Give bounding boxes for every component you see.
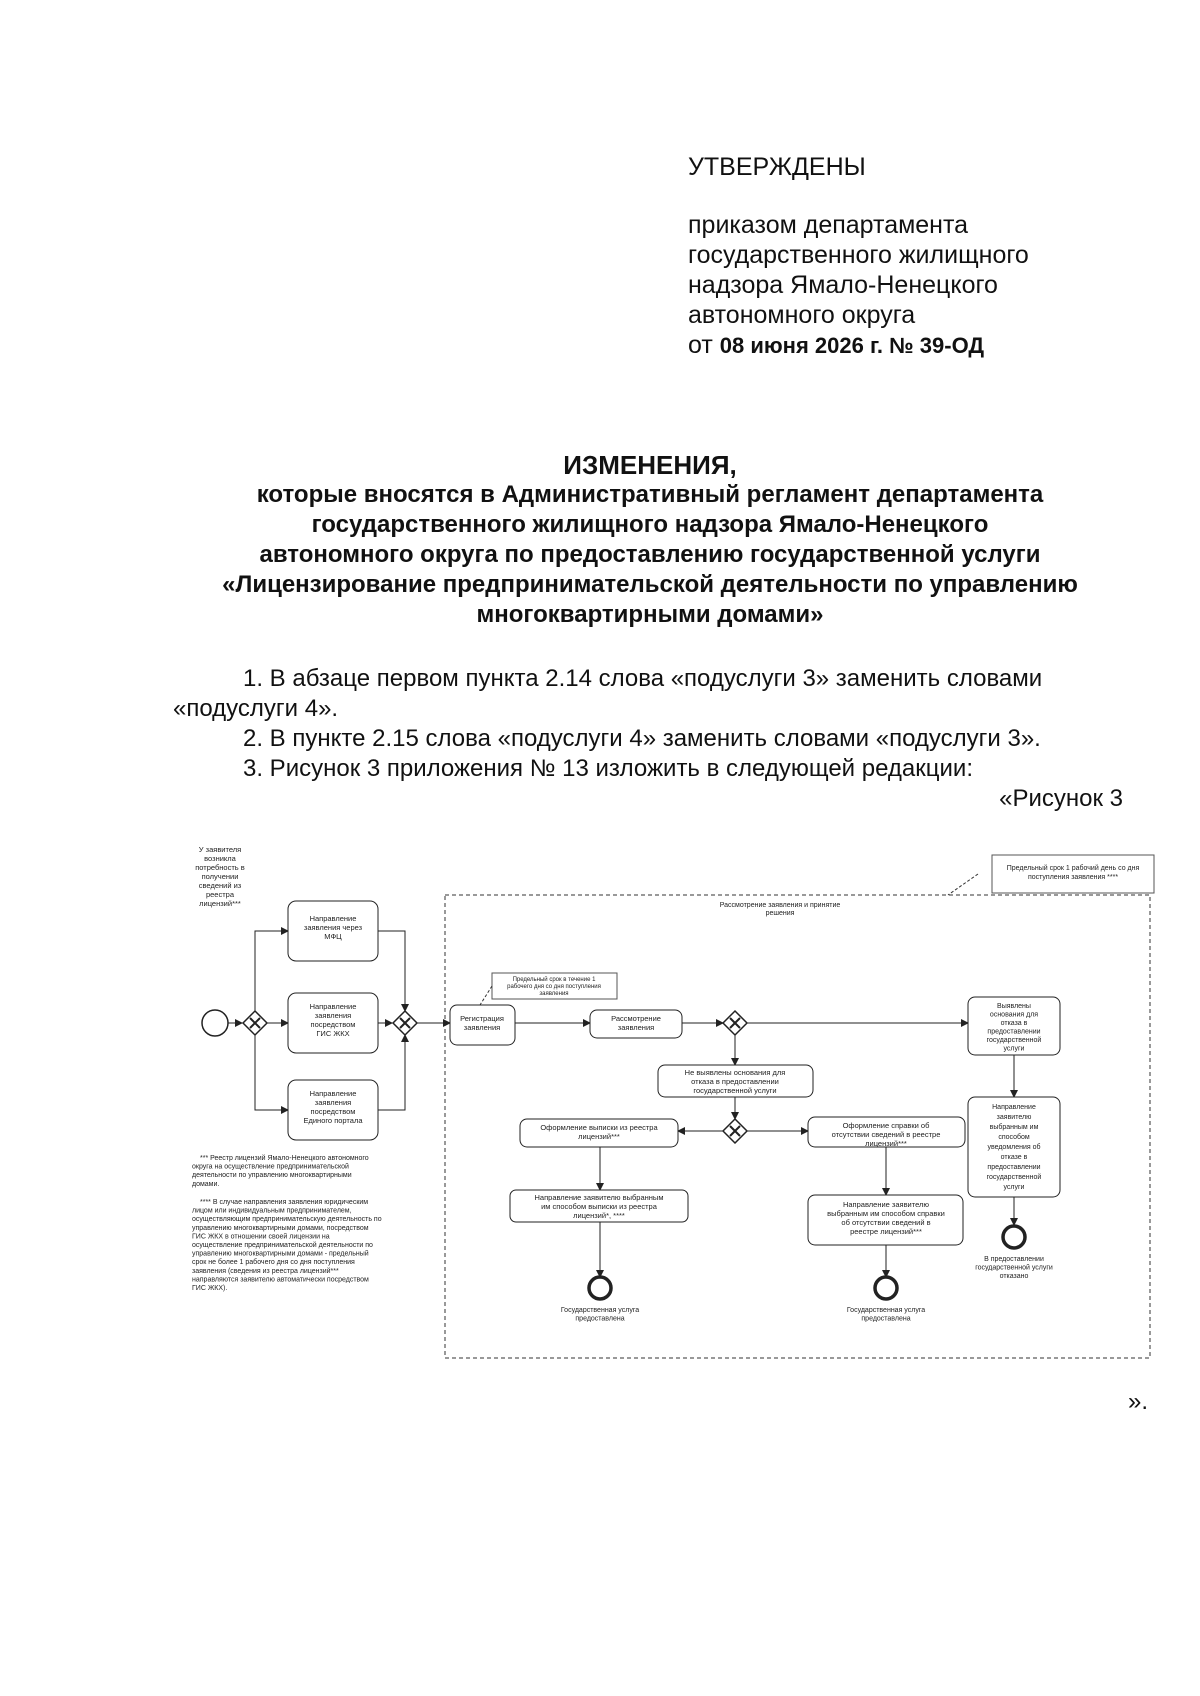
approval-line: надзора Ямало-Ненецкого: [688, 271, 998, 299]
channel-gis-label: Направление заявления посредством ГИС ЖКХ: [309, 1002, 357, 1038]
extract-label: Оформление выписки из реестра лицензий***: [540, 1123, 658, 1141]
figure-caption: «Рисунок 3: [999, 785, 1123, 812]
order-number: 08 июня 2026 г. № 39-ОД: [719, 333, 985, 358]
flow-to-mfc: [255, 931, 288, 1011]
refusal-notice-label: Направление заявителю выбранным им способом уведомления об отказе в предоставлении государственной услуги: [986, 1104, 1042, 1191]
deadline-note-bracket: [992, 855, 998, 893]
process-diagram: [180, 845, 1160, 1370]
approval-line: автономного округа: [688, 301, 916, 329]
reg-deadline-link: [480, 986, 492, 1005]
end-provided-2-label: Государственная услуга предоставлена: [846, 1307, 926, 1323]
end-refusal-label: В предоставлении государственной услуги отказано: [975, 1256, 1053, 1280]
no-refusal-label: Не выявлены основания для отказа в предоставлении государственной услуги: [684, 1068, 786, 1095]
order-line: [688, 330, 1148, 361]
flow-portal-merge: [378, 1035, 405, 1110]
merge-gateway: [393, 1011, 417, 1035]
deadline-note-label: Предельный срок 1 рабочий день со дня поступления заявления ****: [1006, 865, 1140, 881]
footnote-1: *** Реестр лицензий Ямало-Ненецкого автономного округа на осуществление предпринимательской деятельности по управлению многоквартирными домами.: [192, 1155, 369, 1188]
footnote-2: **** В случае направления заявления юридическим лицом или индивидуальным предпринимателем, осуществляющим предпринимательскую деятельность по управлению многоквартирными домами, посредством ГИС ЖКХ в отношении своей лицензии на осуществление предпринимательской деятельности по управлению многоквартирными домами - предельный срок не более 1 рабочего дня со дня поступления заявления (сведения из реестра лицензий*** направляются заявителю автоматически посредством ГИС ЖКХ).: [192, 1199, 382, 1292]
approval-line: государственного жилищного: [688, 241, 1029, 269]
closing-quote: ».: [1127, 1388, 1148, 1415]
approval-title: УТВЕРЖДЕНЫ: [688, 153, 866, 181]
end-provided-2-event: [875, 1277, 897, 1299]
start-event: [202, 1010, 228, 1036]
heading-line: государственного жилищного надзора Ямало-Ненецкого: [311, 511, 989, 538]
certificate-label: Оформление справки об отсутствии сведений в реестре лицензий***: [831, 1121, 941, 1148]
branch-gateway: [723, 1119, 747, 1143]
document-heading: [150, 450, 1150, 630]
heading-line: автономного округа по предоставлению государственной услуги: [259, 541, 1041, 568]
paragraph-2: 2. В пункте 2.15 слова «подуслуги 4» заменить словами «подуслуги 3».: [243, 725, 1041, 752]
heading-line: многоквартирными домами»: [476, 601, 824, 628]
end-refusal-event: [1003, 1226, 1025, 1248]
register-label: Регистрация заявления: [460, 1014, 504, 1032]
end-provided-1-event: [589, 1277, 611, 1299]
paragraph-1: 1. В абзаце первом пункта 2.14 слова «подуслуги 3» заменить словами «подуслуги 4».: [173, 665, 1043, 722]
paragraph-3: 3. Рисунок 3 приложения № 13 изложить в следующей редакции:: [243, 755, 973, 782]
process-diagram-svg: [180, 845, 1160, 1365]
flow-mfc-merge: [378, 931, 405, 1011]
review-label: Рассмотрение заявления: [611, 1014, 661, 1032]
end-provided-1-label: Государственная услуга предоставлена: [560, 1307, 640, 1323]
decision-gateway: [723, 1011, 747, 1035]
amendments-body: [173, 664, 1123, 814]
send-extract-label: Направление заявителю выбранным им способом выписки из реестра лицензий*, ****: [534, 1193, 664, 1220]
split-gateway: [243, 1011, 267, 1035]
approval-block: [688, 152, 1148, 361]
start-note-label: У заявителя возникла потребность в получении сведений из реестра лицензий***: [195, 845, 245, 908]
pool-label: Рассмотрение заявления и принятие решения: [719, 902, 841, 917]
channel-mfc-label: Направление заявления через МФЦ: [303, 914, 363, 941]
channel-portal-label: Направление заявления посредством Единого портала: [303, 1089, 363, 1125]
flow-to-portal: [255, 1035, 288, 1110]
send-certificate-label: Направление заявителю выбранным им способом справки об отсутствии сведений в реестре лицензий***: [827, 1200, 945, 1236]
heading-line: «Лицензирование предпринимательской деятельности по управлению: [222, 571, 1078, 598]
approval-line: приказом департамента: [688, 211, 969, 239]
refusal-found-label: Выявлены основания для отказа в предоставлении государственной услуги: [986, 1003, 1042, 1053]
deadline-note-link: [948, 874, 978, 895]
reg-deadline-label: Предельный срок в течение 1 рабочего дня со дня поступления заявления: [507, 977, 601, 997]
heading-line: которые вносятся в Административный регламент департамента: [256, 481, 1044, 508]
heading-title: ИЗМЕНЕНИЯ,: [563, 450, 737, 480]
order-prefix: от: [688, 331, 713, 359]
